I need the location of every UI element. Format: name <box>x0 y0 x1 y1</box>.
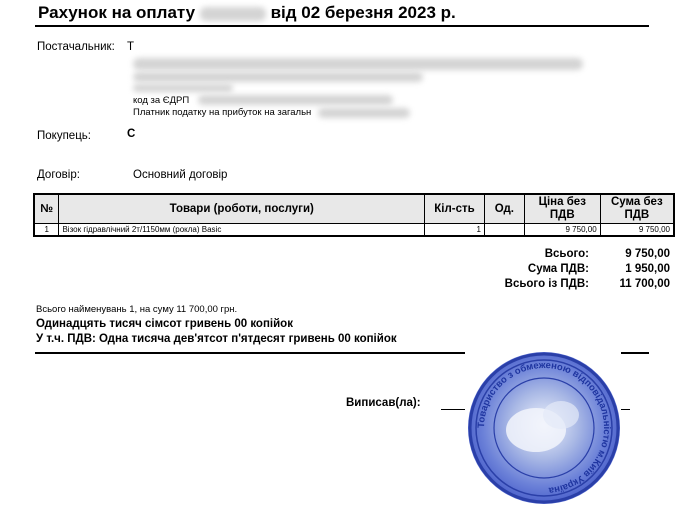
supplier-label: Постачальник: <box>37 41 115 53</box>
col-header-unit: Од. <box>484 194 524 224</box>
total-label: Всього: <box>544 248 589 260</box>
items-count-line: Всього найменувань 1, на суму 11 700,00 грн. <box>36 304 238 315</box>
col-header-qty: Кіл-сть <box>425 194 485 224</box>
table-row <box>34 224 674 237</box>
signed-by-label: Виписав(ла): <box>346 397 421 409</box>
signature-line-right <box>621 409 630 410</box>
table-header-row <box>34 194 674 224</box>
grand-total-value: 11 700,00 <box>619 278 670 290</box>
edrpou-label: код за ЄДРП <box>133 95 190 106</box>
row-sum: 9 750,00 <box>600 224 674 237</box>
vat-label: Сума ПДВ: <box>527 263 589 275</box>
summary-rule-left <box>35 352 465 354</box>
stamp-ring-text: Товариство з обмеженою відповідальністю м.Київ Україна <box>475 359 613 496</box>
redacted-supplier-line-1 <box>133 58 583 70</box>
row-price: 9 750,00 <box>524 224 600 237</box>
row-number: 1 <box>34 224 59 237</box>
contract-label: Договір: <box>37 169 80 181</box>
col-header-goods: Товари (роботи, послуги) <box>59 194 425 224</box>
vat-value: 1 950,00 <box>625 263 670 275</box>
row-qty: 1 <box>425 224 485 237</box>
signature-line-left <box>441 409 465 410</box>
taxpayer-status: Платник податку на прибуток на загальн <box>133 107 312 118</box>
supplier-name-fragment: Т <box>127 41 135 53</box>
vat-in-words: У т.ч. ПДВ: Одна тисяча дев'ятсот п'ятдесят гривень 00 копійок <box>36 333 397 345</box>
title-underline <box>35 25 649 27</box>
col-header-price: Ціна без ПДВ <box>524 194 600 224</box>
buyer-label: Покупець: <box>37 130 91 142</box>
row-unit <box>484 224 524 237</box>
row-goods-name: Візок гідравлічний 2т/1150мм (рокла) Basic <box>59 224 425 237</box>
contract-value: Основний договір <box>133 169 228 181</box>
col-header-sum: Сума без ПДВ <box>600 194 674 224</box>
title-prefix: Рахунок на оплату <box>38 3 196 22</box>
items-table <box>33 193 675 237</box>
redacted-supplier-line-3 <box>133 84 233 92</box>
redacted-edrpou <box>198 95 393 105</box>
amount-in-words: Одинадцять тисяч сімсот гривень 00 копійок <box>36 318 293 330</box>
buyer-name-fragment: С <box>127 128 136 140</box>
redacted-supplier-line-2 <box>133 72 423 82</box>
col-header-number: № <box>34 194 59 224</box>
redacted-taxpayer-rest <box>318 108 410 118</box>
total-value: 9 750,00 <box>625 248 670 260</box>
grand-total-label: Всього із ПДВ: <box>504 278 589 290</box>
page-title <box>38 3 456 23</box>
summary-rule-right <box>621 352 649 354</box>
title-suffix: від 02 березня 2023 р. <box>270 3 456 22</box>
redacted-invoice-number <box>200 7 266 21</box>
company-stamp <box>466 350 622 506</box>
